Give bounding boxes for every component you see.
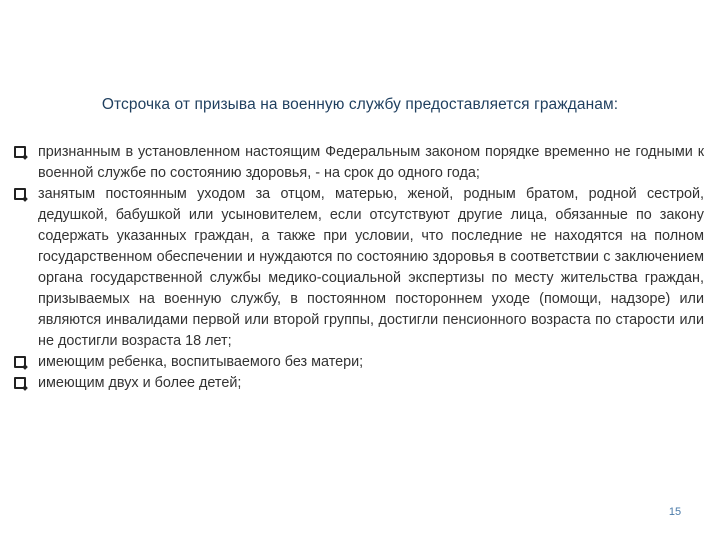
checkbox-bullet-icon xyxy=(14,377,26,389)
page-number: 15 xyxy=(668,506,682,518)
list-item-text: признанным в установленном настоящим Федеральным законом порядке временно не годными к военной службе по состоянию здоровья, - на срок до одного года; xyxy=(38,144,704,181)
list-item xyxy=(14,142,704,184)
list-item-text: занятым постоянным уходом за отцом, матерью, женой, родным братом, родной сестрой, дедушкой, бабушкой или усыновителем, если отсутствуют другие лица, обязанные по закону содержать указанных граждан, а также при условии, что последние не находятся на полном государственном обеспечении и нуждаются по состоянию здоровья в соответствии с заключением органа государственной службы медико-социальной экспертизы по месту жительства граждан, призываемых на военную службу, в постоянном постороннем уходе (помощи, надзоре) или являются инвалидами первой или второй группы, достигли пенсионного возраста по старости или не достигли возраста 18 лет; xyxy=(38,186,704,349)
checkbox-bullet-icon xyxy=(14,188,26,200)
list-item xyxy=(14,352,704,373)
checkbox-bullet-icon xyxy=(14,146,26,158)
bullet-list xyxy=(14,142,704,394)
list-item xyxy=(14,184,704,352)
list-item-text: имеющим ребенка, воспитываемого без матери; xyxy=(38,354,364,370)
slide-title: Отсрочка от призыва на военную службу предоставляется гражданам: xyxy=(101,96,619,113)
list-item xyxy=(14,373,704,394)
list-item-text: имеющим двух и более детей; xyxy=(38,375,242,391)
checkbox-bullet-icon xyxy=(14,356,26,368)
